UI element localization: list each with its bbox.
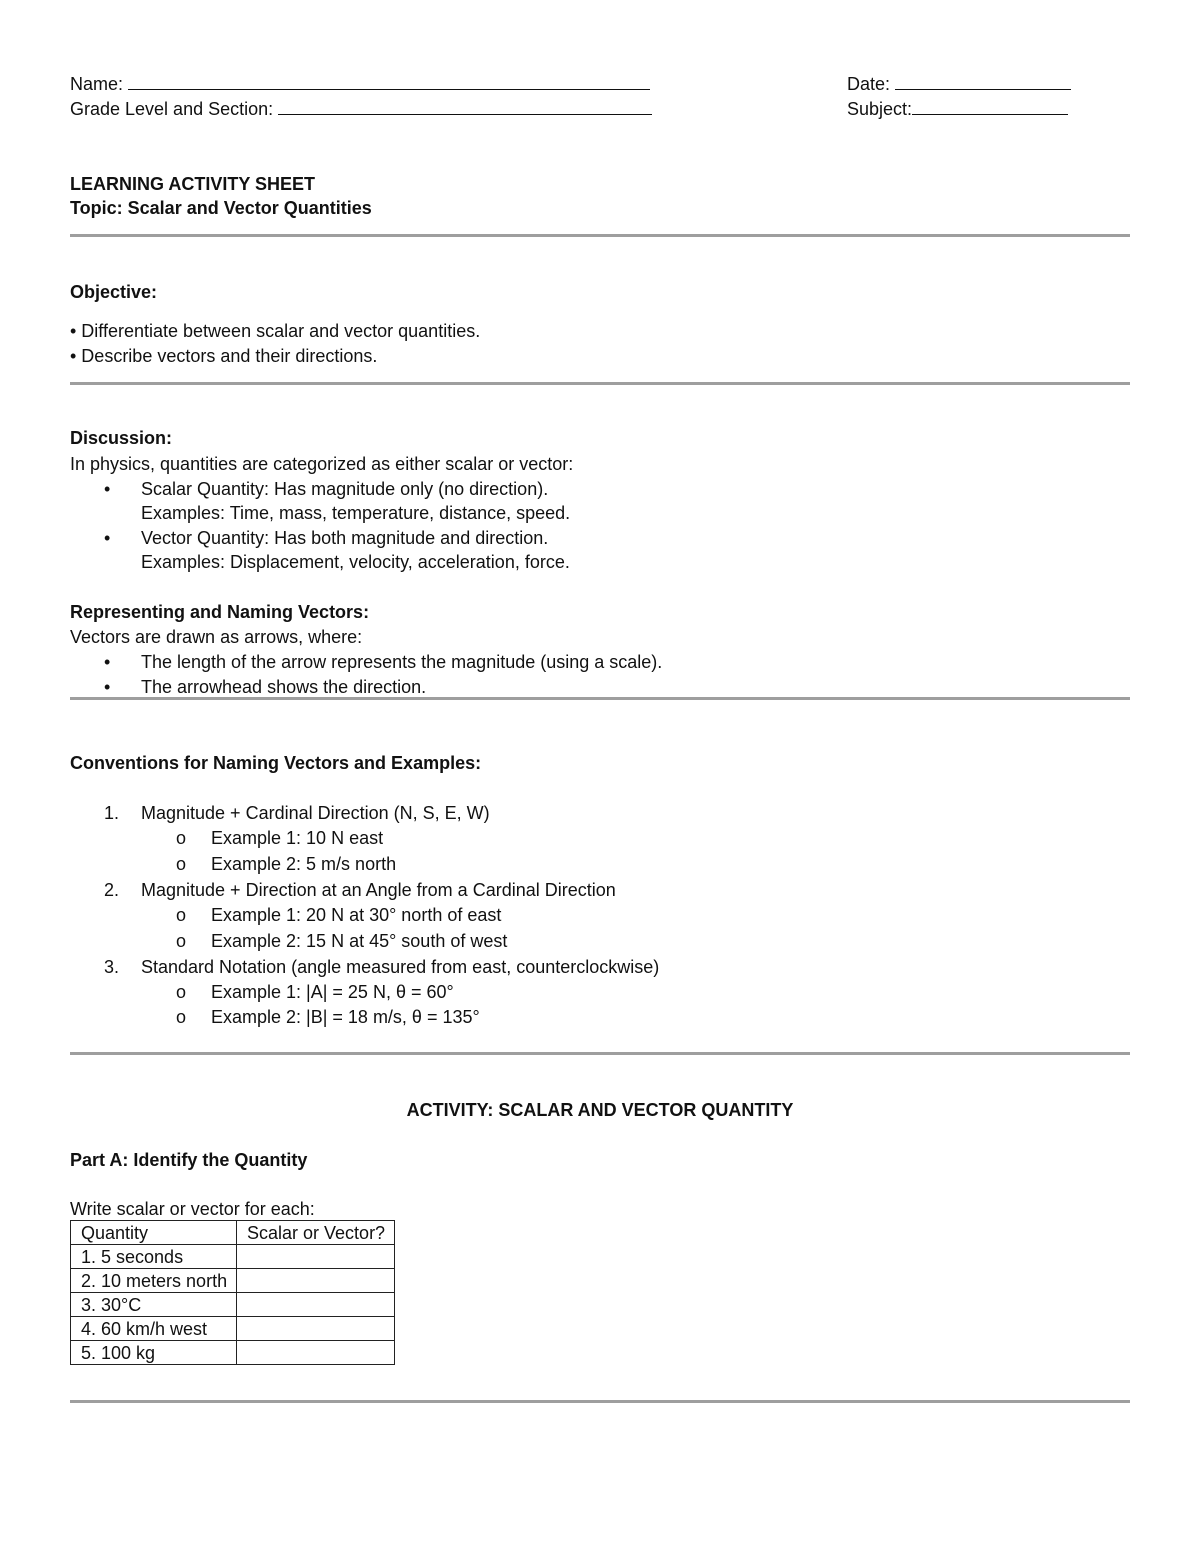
objective-item: • Describe vectors and their directions. bbox=[70, 346, 378, 366]
table-row bbox=[71, 1341, 395, 1365]
convention-example: Example 1: 20 N at 30° north of east bbox=[211, 905, 502, 925]
convention-example: Example 2: 5 m/s north bbox=[211, 854, 397, 874]
sub-bullet: o bbox=[176, 931, 187, 951]
bullet-dot: • bbox=[104, 479, 111, 499]
list-number: 1. bbox=[104, 803, 120, 823]
representing-item: The arrowhead shows the direction. bbox=[141, 677, 427, 697]
date-field[interactable] bbox=[847, 72, 1071, 96]
convention-example: Example 2: |B| = 18 m/s, θ = 135° bbox=[211, 1007, 480, 1027]
convention-item: Standard Notation (angle measured from east, counterclockwise) bbox=[141, 957, 660, 977]
table-cell-answer[interactable] bbox=[237, 1341, 395, 1365]
name-field[interactable] bbox=[70, 72, 650, 96]
activity-title: ACTIVITY: SCALAR AND VECTOR QUANTITY bbox=[406, 1100, 794, 1120]
grade-section-blank[interactable] bbox=[278, 98, 652, 115]
table-header-row bbox=[71, 1221, 395, 1245]
table-header: Scalar or Vector? bbox=[237, 1221, 395, 1245]
divider bbox=[70, 382, 1130, 385]
divider bbox=[70, 234, 1130, 237]
table-cell-answer[interactable] bbox=[237, 1293, 395, 1317]
list-number: 3. bbox=[104, 957, 120, 977]
sheet-title: LEARNING ACTIVITY SHEET bbox=[70, 174, 316, 194]
table-row bbox=[71, 1317, 395, 1341]
table-cell-quantity: 4. 60 km/h west bbox=[71, 1317, 237, 1341]
table-row bbox=[71, 1269, 395, 1293]
conventions-heading: Conventions for Naming Vectors and Examples: bbox=[70, 753, 482, 773]
representing-intro: Vectors are drawn as arrows, where: bbox=[70, 627, 363, 647]
table-cell-quantity: 3. 30°C bbox=[71, 1293, 237, 1317]
grade-section-label: Grade Level and Section: bbox=[70, 99, 274, 119]
convention-example: Example 1: 10 N east bbox=[211, 828, 384, 848]
representing-heading: Representing and Naming Vectors: bbox=[70, 602, 370, 622]
divider bbox=[70, 697, 1130, 700]
convention-item: Magnitude + Direction at an Angle from a Cardinal Direction bbox=[141, 880, 616, 900]
table-header: Quantity bbox=[71, 1221, 237, 1245]
sub-bullet: o bbox=[176, 905, 187, 925]
quantity-table bbox=[70, 1220, 395, 1365]
convention-example: Example 1: |A| = 25 N, θ = 60° bbox=[211, 982, 454, 1002]
representing-item: The length of the arrow represents the magnitude (using a scale). bbox=[141, 652, 663, 672]
part-a-heading: Part A: Identify the Quantity bbox=[70, 1150, 308, 1170]
table-row bbox=[71, 1245, 395, 1269]
table-row bbox=[71, 1293, 395, 1317]
objective-heading: Objective: bbox=[70, 282, 158, 302]
discussion-heading: Discussion: bbox=[70, 428, 173, 448]
divider bbox=[70, 1400, 1130, 1403]
subject-field[interactable] bbox=[847, 97, 1068, 121]
table-cell-answer[interactable] bbox=[237, 1245, 395, 1269]
table-cell-answer[interactable] bbox=[237, 1317, 395, 1341]
subject-label: Subject: bbox=[847, 99, 913, 119]
convention-item: Magnitude + Cardinal Direction (N, S, E, W) bbox=[141, 803, 490, 823]
subject-blank[interactable] bbox=[912, 98, 1068, 115]
sub-bullet: o bbox=[176, 982, 187, 1002]
grade-section-field[interactable] bbox=[70, 97, 652, 121]
sub-bullet: o bbox=[176, 1007, 187, 1027]
vector-examples: Examples: Displacement, velocity, acceleration, force. bbox=[141, 552, 570, 572]
topic-title: Topic: Scalar and Vector Quantities bbox=[70, 198, 372, 218]
activity-instruction: Write scalar or vector for each: bbox=[70, 1199, 315, 1219]
table-cell-quantity: 2. 10 meters north bbox=[71, 1269, 237, 1293]
table-cell-answer[interactable] bbox=[237, 1269, 395, 1293]
table-cell-quantity: 5. 100 kg bbox=[71, 1341, 237, 1365]
divider bbox=[70, 1052, 1130, 1055]
bullet-dot: • bbox=[104, 677, 111, 697]
vector-definition: Vector Quantity: Has both magnitude and direction. bbox=[141, 528, 549, 548]
sub-bullet: o bbox=[176, 854, 187, 874]
date-label: Date: bbox=[847, 74, 891, 94]
date-blank[interactable] bbox=[895, 73, 1071, 90]
name-label: Name: bbox=[70, 74, 124, 94]
convention-example: Example 2: 15 N at 45° south of west bbox=[211, 931, 508, 951]
name-blank[interactable] bbox=[128, 73, 650, 90]
table-cell-quantity: 1. 5 seconds bbox=[71, 1245, 237, 1269]
bullet-dot: • bbox=[104, 652, 111, 672]
sub-bullet: o bbox=[176, 828, 187, 848]
objective-item: • Differentiate between scalar and vector quantities. bbox=[70, 321, 481, 341]
scalar-examples: Examples: Time, mass, temperature, distance, speed. bbox=[141, 503, 571, 523]
bullet-dot: • bbox=[104, 528, 111, 548]
scalar-definition: Scalar Quantity: Has magnitude only (no direction). bbox=[141, 479, 549, 499]
list-number: 2. bbox=[104, 880, 120, 900]
discussion-intro: In physics, quantities are categorized as either scalar or vector: bbox=[70, 454, 574, 474]
